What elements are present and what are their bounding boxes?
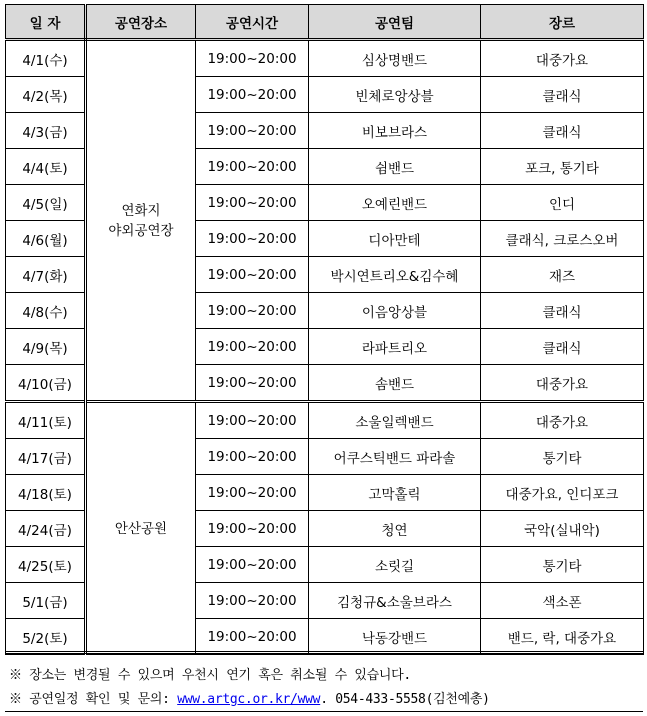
time-cell: 19:00~20:00	[196, 402, 309, 439]
date-cell: 4/9(목)	[6, 329, 86, 365]
header-team: 공연팀	[309, 5, 481, 40]
note-contact	[9, 688, 490, 707]
time-cell: 19:00~20:00	[196, 185, 309, 221]
team-cell: 쉼밴드	[309, 149, 481, 185]
genre-cell: 밴드, 락, 대중가요	[481, 619, 644, 655]
date-cell: 4/24(금)	[6, 511, 86, 547]
date-cell: 5/2(토)	[6, 619, 86, 655]
date-cell: 4/10(금)	[6, 365, 86, 402]
time-cell: 19:00~20:00	[196, 149, 309, 185]
time-cell: 19:00~20:00	[196, 547, 309, 583]
team-cell: 낙동강밴드	[309, 619, 481, 655]
date-cell: 4/8(수)	[6, 293, 86, 329]
genre-cell: 국악(실내악)	[481, 511, 644, 547]
time-cell: 19:00~20:00	[196, 329, 309, 365]
genre-cell: 인디	[481, 185, 644, 221]
notes-section	[5, 651, 643, 712]
genre-cell: 포크, 통기타	[481, 149, 644, 185]
date-cell: 4/7(화)	[6, 257, 86, 293]
team-cell: 이음앙상블	[309, 293, 481, 329]
genre-cell: 대중가요	[481, 365, 644, 402]
time-cell: 19:00~20:00	[196, 365, 309, 402]
team-cell: 고막홀릭	[309, 475, 481, 511]
team-cell: 라파트리오	[309, 329, 481, 365]
team-cell: 청연	[309, 511, 481, 547]
team-cell: 디아만테	[309, 221, 481, 257]
date-cell: 4/4(토)	[6, 149, 86, 185]
team-cell: 박시연트리오&김수혜	[309, 257, 481, 293]
genre-cell: 대중가요	[481, 402, 644, 439]
genre-cell: 클래식, 크로스오버	[481, 221, 644, 257]
genre-cell: 클래식	[481, 293, 644, 329]
table-row	[6, 40, 644, 77]
team-cell: 김청규&소울브라스	[309, 583, 481, 619]
note-weather: ※ 장소는 변경될 수 있으며 우천시 연기 혹은 취소될 수 있습니다.	[9, 668, 411, 683]
date-cell: 4/6(월)	[6, 221, 86, 257]
time-cell: 19:00~20:00	[196, 40, 309, 77]
genre-cell: 통기타	[481, 439, 644, 475]
table-row	[6, 402, 644, 439]
note-contact-suffix: . 054-433-5558(김천예총)	[320, 692, 490, 707]
genre-cell: 대중가요	[481, 40, 644, 77]
time-cell: 19:00~20:00	[196, 511, 309, 547]
time-cell: 19:00~20:00	[196, 77, 309, 113]
time-cell: 19:00~20:00	[196, 293, 309, 329]
time-cell: 19:00~20:00	[196, 221, 309, 257]
genre-cell: 클래식	[481, 77, 644, 113]
team-cell: 심상명밴드	[309, 40, 481, 77]
header-time: 공연시간	[196, 5, 309, 40]
team-cell: 솜밴드	[309, 365, 481, 402]
venue-cell-ansan-park: 안산공원	[86, 402, 196, 655]
date-cell: 4/11(토)	[6, 402, 86, 439]
team-cell: 비보브라스	[309, 113, 481, 149]
date-cell: 5/1(금)	[6, 583, 86, 619]
venue-cell-yeonhwaji	[86, 40, 196, 402]
performance-schedule-table	[5, 4, 644, 655]
time-cell: 19:00~20:00	[196, 619, 309, 655]
venue-line-2: 야외공연장	[108, 222, 174, 239]
date-cell: 4/5(일)	[6, 185, 86, 221]
header-row	[6, 5, 644, 40]
time-cell: 19:00~20:00	[196, 257, 309, 293]
header-date: 일 자	[6, 5, 86, 40]
time-cell: 19:00~20:00	[196, 439, 309, 475]
genre-cell: 색소폰	[481, 583, 644, 619]
genre-cell: 대중가요, 인디포크	[481, 475, 644, 511]
note-contact-prefix: ※ 공연일정 확인 및 문의:	[9, 692, 178, 707]
date-cell: 4/3(금)	[6, 113, 86, 149]
genre-cell: 클래식	[481, 113, 644, 149]
date-cell: 4/1(수)	[6, 40, 86, 77]
header-venue: 공연장소	[86, 5, 196, 40]
genre-cell: 재즈	[481, 257, 644, 293]
team-cell: 어쿠스틱밴드 파라솔	[309, 439, 481, 475]
genre-cell: 클래식	[481, 329, 644, 365]
genre-cell: 통기타	[481, 547, 644, 583]
venue-line-1: 연화지	[121, 202, 161, 219]
team-cell: 빈체로앙상블	[309, 77, 481, 113]
team-cell: 소릿길	[309, 547, 481, 583]
date-cell: 4/17(금)	[6, 439, 86, 475]
date-cell: 4/25(토)	[6, 547, 86, 583]
header-genre: 장르	[481, 5, 644, 40]
team-cell: 오예린밴드	[309, 185, 481, 221]
time-cell: 19:00~20:00	[196, 583, 309, 619]
time-cell: 19:00~20:00	[196, 475, 309, 511]
date-cell: 4/18(토)	[6, 475, 86, 511]
date-cell: 4/2(목)	[6, 77, 86, 113]
team-cell: 소울일렉밴드	[309, 402, 481, 439]
website-link[interactable]: www.artgc.or.kr/www	[177, 692, 321, 707]
time-cell: 19:00~20:00	[196, 113, 309, 149]
